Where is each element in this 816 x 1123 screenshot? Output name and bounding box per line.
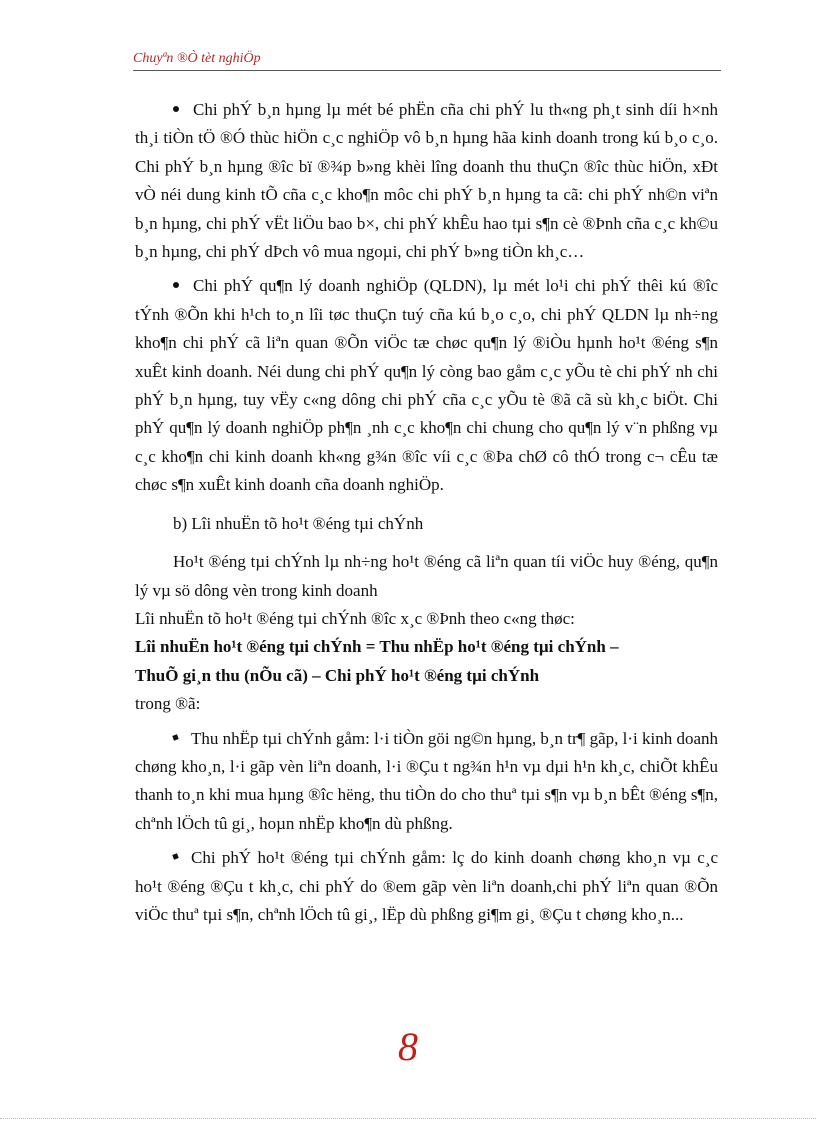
section-heading-b: b) Lîi nhuËn tõ ho¹t ®éng tµi chÝnh	[173, 513, 424, 533]
paragraph-selling-expenses: Chi phÝ b¸n hµng lµ mét bé phËn cña chi phÝ lu th«ng ph¸t sinh díi h×nh th¸i tiÒn tÖ ®Ó thùc hiÖn c¸c nghiÖp vô b¸n hµng hãa kinh doanh trong kú b¸o c¸o. Chi phÝ b¸n hµng ®îc bï ®¾p b»ng khèi lîng doanh thu thuÇn ®îc thùc hiÖn, xÐt vÒ néi dung kinh tÕ cña c¸c kho¶n môc chi phÝ b¸n hµng ta cã: chi phÝ nh©n viªn b¸n hµng, chi phÝ vËt liÖu bao b×, chi phÝ khÊu hao tµi s¶n cè ®Þnh cña c¸c kh©u b¸n hµng, chi phÝ dÞch vô mua ngoµi, chi phÝ b»ng tiÒn kh¸c…	[135, 100, 718, 262]
paragraph-financial-income: Thu nhËp tµi chÝnh gåm: l·i tiÒn göi ng©n hµng, b¸n tr¶ gãp, l·i kinh doanh chøng kho¸n, l·i gãp vèn liªn doanh, l·i ®Çu t ng¾n h¹n vµ dµi h¹n kh¸c, chiÕt khÊu thanh to¸n khi mua hµng ®îc hëng, thu tiÒn do cho thuª tµi s¶n vµ b¸n bÊt ®éng s¶n, chªnh lÖch tû gi¸, hoµn nhËp kho¶n dù phßng.	[135, 728, 719, 833]
page-header	[133, 48, 721, 71]
paragraph-formula-intro: Lîi nhuËn tõ ho¹t ®éng tµi chÝnh ®îc x¸c ®Þnh theo c«ng thøc:	[135, 608, 575, 628]
paragraph-financial-activity: Ho¹t ®éng tµi chÝnh lµ nh÷ng ho¹t ®éng cã liªn quan tíi viÖc huy ®éng, qu¶n lý vµ sö dông vèn trong kinh doanh	[135, 552, 718, 600]
footer-divider	[0, 1118, 816, 1119]
bullet-square-icon	[172, 853, 178, 859]
bullet-square-icon	[172, 734, 178, 740]
formula-line-1: Lîi nhuËn ho¹t ®éng tµi chÝnh = Thu nhËp ho¹t ®éng tµi chÝnh –	[135, 637, 619, 657]
paragraph-management-expenses: Chi phÝ qu¶n lý doanh nghiÖp (QLDN), lµ mét lo¹i chi phÝ thêi kú ®îc tÝnh ®Õn khi h¹ch to¸n lîi tøc thuÇn tuý cña kú b¸o c¸o, chi phÝ QLDN lµ nh÷ng kho¶n chi phÝ cã liªn quan ®Õn viÖc tæ chøc qu¶n lý ®iÒu hµnh ho¹t ®éng s¶n xuÊt kinh doanh. Néi dung chi phÝ qu¶n lý còng bao gåm c¸c yÕu tè chi phÝ nh chi phÝ b¸n hµng, tuy vËy c«ng dông chi phÝ cña c¸c yÕu tè ®ã cã sù kh¸c biÖt. Chi phÝ qu¶n lý doanh nghiÖp ph¶n ¸nh c¸c kho¶n chi chung cho qu¶n lý v¨n phßng vµ c¸c kho¶n chi kinh doanh kh«ng g¾n ®îc víi c¸c ®Þa chØ cô thÓ trong c¬ cÊu tæ chøc s¶n xuÊt kinh doanh cña doanh nghiÖp.	[135, 276, 718, 495]
formula-line-2: ThuÕ gi¸n thu (nÕu cã) – Chi phÝ ho¹t ®éng tµi chÝnh	[135, 665, 540, 685]
bullet-icon	[172, 105, 180, 113]
trong-do-label: trong ®ã:	[135, 694, 201, 714]
document-body	[135, 96, 718, 929]
header-title: Chuyªn ®Ò tèt nghiÖp	[133, 51, 261, 66]
page-number: 8	[398, 1024, 418, 1069]
bullet-icon	[172, 281, 180, 289]
paragraph-financial-expenses: Chi phÝ ho¹t ®éng tµi chÝnh gåm: lç do kinh doanh chøng kho¸n vµ c¸c ho¹t ®éng ®Çu t kh¸c, chi phÝ do ®em gãp vèn liªn doanh,chi phÝ liªn quan ®Õn viÖc thuª tµi s¶n, chªnh lÖch tû gi¸, lËp dù phßng gi¶m gi¸ ®Çu t chøng kho¸n...	[135, 848, 718, 924]
